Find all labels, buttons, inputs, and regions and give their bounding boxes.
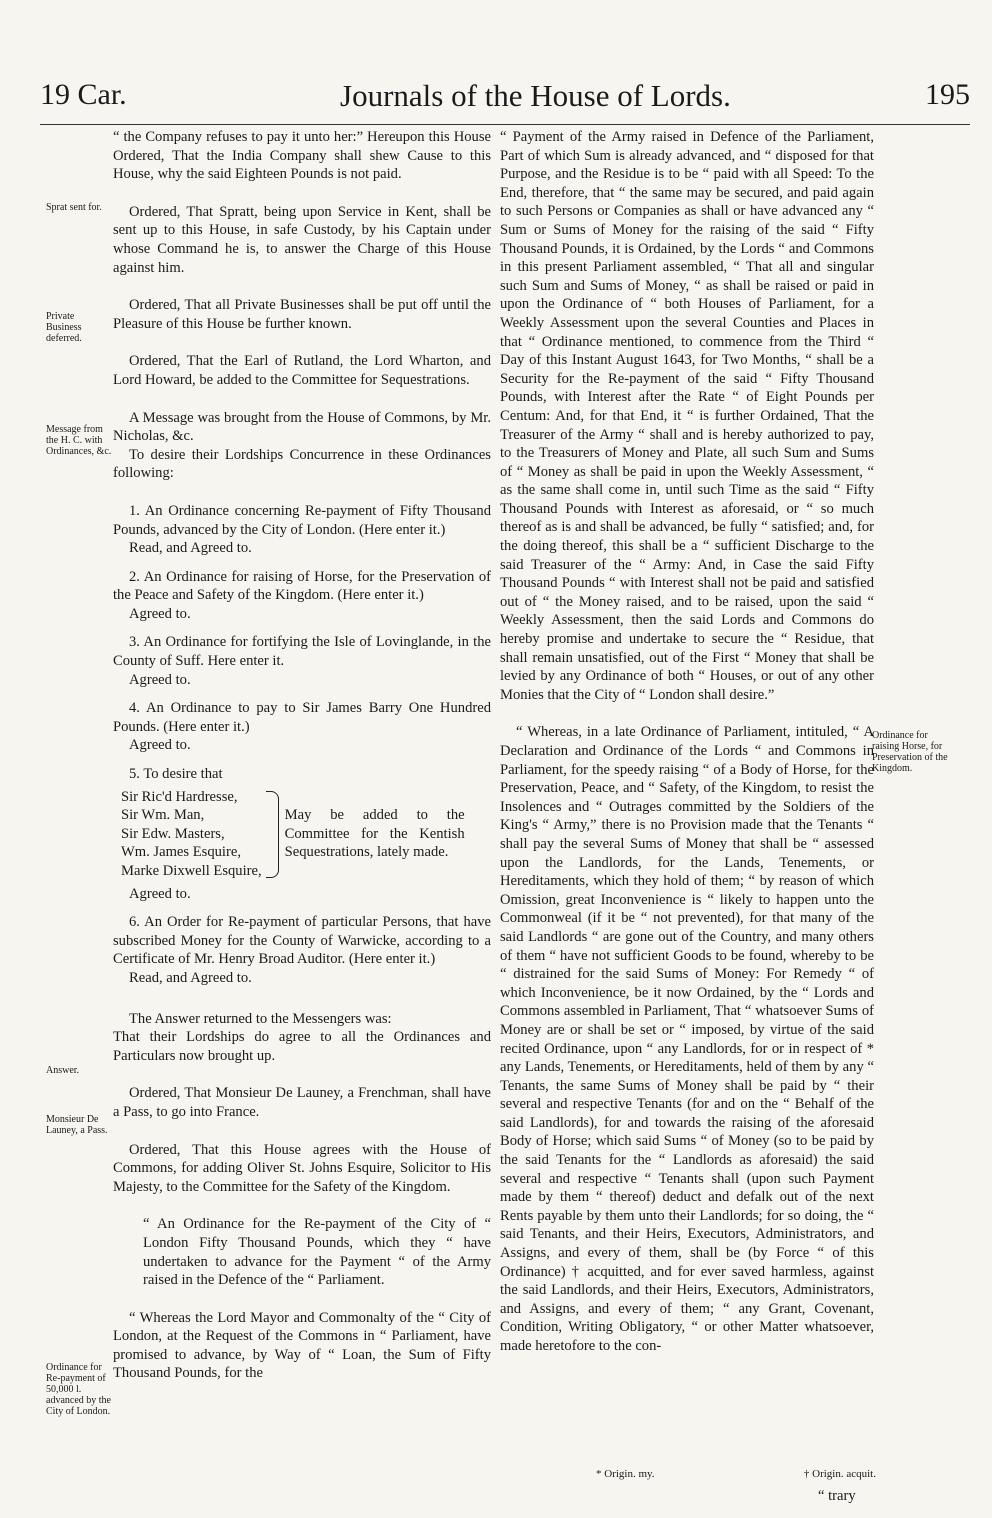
- left-column: [113, 128, 491, 1390]
- page-header: [40, 78, 970, 118]
- ordinance-result: Read, and Agreed to.: [129, 969, 252, 986]
- paragraph: To desire their Lordships Concurrence in these Ordinances following:: [113, 446, 491, 482]
- footnote: † Origin. acquit.: [803, 1468, 876, 1480]
- ordinance-item: 5. To desire that: [129, 766, 223, 783]
- paragraph: A Message was brought from the House of Commons, by Mr. Nicholas, &c.: [113, 409, 491, 445]
- list-item: Sir Wm. Man,: [121, 807, 205, 824]
- header-rule: [40, 124, 970, 125]
- paragraph: That their Lordships do agree to all the Ordinances and Particulars now brought up.: [113, 1029, 491, 1064]
- list-item: Sir Edw. Masters,: [121, 825, 225, 842]
- ordinance-item: 6. An Order for Re-payment of particular Persons, that have subscribed Money for the County of Warwicke, according to a Certificate of Mr. Henry Broad Auditor. (Here enter it.): [113, 914, 491, 968]
- catchword: “ trary: [818, 1488, 856, 1504]
- paragraph: Ordered, That the Earl of Rutland, the Lord Wharton, and Lord Howard, be added to the Committee for Sequestrations.: [113, 353, 491, 388]
- name-list-block: [121, 788, 491, 881]
- margin-note-sprat: Sprat sent for.: [46, 202, 102, 213]
- ordinance-result: Agreed to.: [129, 885, 191, 902]
- paragraph: Ordered, That Spratt, being upon Service in Kent, shall be sent up to this House, in safe Custody, by his Captain under whose Command he is, to answer the Charge of this House against him.: [113, 203, 491, 276]
- margin-note-ordinance-horse: Ordinance for raising Horse, for Preservation of the Kingdom.: [872, 730, 948, 774]
- paragraph: The Answer returned to the Messengers was:: [129, 1010, 392, 1027]
- ordinance-item: 3. An Ordinance for fortifying the Isle of Lovinglande, in the County of Suff. Here enter it.: [113, 634, 491, 670]
- paragraph: Ordered, That this House agrees with the House of Commons, for adding Oliver St. Johns Esquire, Solicitor to His Majesty, to the Committee for the Safety of the Kingdom.: [113, 1141, 491, 1195]
- margin-note-private: Private Business deferred.: [46, 311, 82, 344]
- name-list-note: May be added to the Committee for the Kentish Sequestrations, lately made.: [284, 807, 465, 861]
- paragraph: Ordered, That all Private Businesses shall be put off until the Pleasure of this House be further known.: [113, 297, 491, 332]
- list-item: Sir Ric'd Hardresse,: [121, 788, 238, 805]
- name-list: [121, 788, 262, 881]
- margin-note-answer: Answer.: [46, 1065, 80, 1076]
- ordinance-item: 1. An Ordinance concerning Re-payment of Fifty Thousand Pounds, advanced by the City of London. (Here enter it.): [113, 502, 491, 538]
- paragraph: “ the Company refuses to pay it unto her:” Hereupon this House Ordered, That the India Company shall shew Cause to this House, why the said Eighteen Pounds is not paid.: [113, 129, 491, 183]
- brace: [266, 791, 279, 878]
- margin-note-message: Message from the H. C. with Ordinances, &c.: [46, 424, 112, 457]
- ordinance-item: 2. An Ordinance for raising of Horse, for the Preservation of the Peace and Safety of the Kingdom. (Here enter it.): [113, 568, 491, 604]
- margin-note-ordinance-repay: Ordinance for Re-payment of 50,000 l. advanced by the City of London.: [46, 1362, 111, 1417]
- ordinance-result: Read, and Agreed to.: [129, 540, 252, 557]
- ordinance-result: Agreed to.: [129, 671, 191, 688]
- right-column: [500, 128, 874, 1363]
- ordinance-title: “ An Ordinance for the Re-payment of the City of “ London Fifty Thousand Pounds, which they “ have undertaken to advance for the Payment “ of the Army raised in the Defence of the “ Parliament.: [143, 1216, 491, 1289]
- paragraph: “ Payment of the Army raised in Defence of the Parliament, Part of which Sum is already advanced, and “ disposed for that Purpose, and the Residue is to be “ paid with all Speed: To the End, therefore, that “ the same may be secured, and paid again to such Persons or Companies as shall or have advanced any “ Sum or Sums of Money for the raising of the said “ Fifty Thousand Pounds, it is Ordained, by the Lords “ and Commons in this present Parliament assembled, “ That all and singular such Sum and Sums of Money, “ as shall be raised or paid in upon the Ordinance of “ both Houses of Parliament, for a Weekly Assessment upon the several Counties and Places in that “ Ordinance mentioned, to commence from the Third “ Day of this Instant August 1643, for Two Months, “ shall be a Security for the Re-payment of the said “ Fifty Thousand Pounds, with Interest after the Rate “ of Eight Pounds per Centum: And, for that End, it “ is further Ordained, That the Treasurer of the Army “ shall and is hereby authorized to pay, to the Treasurers of Money and Plate, all such Sum and Sums of “ Money as shall be paid in upon the Weekly Assessment, “ as the same shall come in, until such Time as the said “ Fifty Thousand Pounds with Interest as aforesaid, or “ so much thereof as is and shall be advanced, be fully “ satisfied; and, for the doing thereof, this shall be a “ sufficient Discharge to the said Treasurer of the “ Army: And, in Case the said Fifty Thousand Pounds “ with Interest shall not be paid and satisfied out of “ the Money raised, and to be raised, upon the said “ Weekly Assessment, then the said Lords and Commons do hereby promise and undertake to secure the “ Residue, that shall remain unsatisfied, out of the First “ Money that shall be levied by any Ordinance of both “ Houses, or out of any other Monies that the City of “ London shall desire.”: [500, 129, 874, 703]
- footnotes: [596, 1468, 876, 1480]
- paragraph: “ Whereas, in a late Ordinance of Parliament, intituled, “ A Declaration and Ordinance of the Lords “ and Commons in Parliament, for the speedy raising “ of a Body of Horse, for the Preservation, Peace, and “ Safety, of the Kingdom, to resist the Insolences and “ Outrages committed by the Soldiers of the King's “ Army,” there is no Provision made that the Tenants “ shall pay the several Sums of Money that shall be “ assessed upon the Landlords, for the Lands, Tenements, or Hereditaments, which they hold of them; “ by reason of which Omission, great Inconvenience is “ likely to happen unto the Commonweal (if it be “ not prevented), for that many of the said Landlords “ are gone out of the Country, and many others of them “ have not sufficient Goods to be found, whereby to be “ distrained for the said Sums of Money: For Remedy “ of which Inconvenience, be it now Ordained, by the “ Lords and Commons assembled in Parliament, That “ whatsoever Sums of Money are or shall be set or “ imposed, by virtue of the said recited Ordinance, upon “ any Landlords, for or in respect of * any Lands, Tenements, or Hereditaments, held of them by any “ Tenants, the same Sums of Money shall be paid by “ their several and respective Tenants (for and on the “ Behalf of the said Landlords), for and towards the raising of the aforesaid Body of Horse; which said Sums “ of Money (so to be paid by the said Tenants for the “ Landlords as aforesaid) the said several and respective “ Tenants shall (upon such Payment made by them “ thereof) deduct and defalk out of the next Rents payable by them unto their Landlords; for so doing, the “ said Tenants, and their Heirs, Executors, Administrators, and Assigns, and every of them, shall be (by Force “ of this Ordinance) † acquitted, and for ever saved harmless, against the said Landlords, and their Heirs, Executors, Administrators, and Assigns, and every of them; “ any Grant, Covenant, Condition, Writing Obligatory, “ or other Matter whatsoever, made heretofore to the con-: [500, 724, 874, 1354]
- ordinance-item: 4. An Ordinance to pay to Sir James Barry One Hundred Pounds. (Here enter it.): [113, 700, 491, 735]
- paragraph: Ordered, That Monsieur De Launey, a Frenchman, shall have a Pass, to go into France.: [113, 1085, 491, 1120]
- paragraph: “ Whereas the Lord Mayor and Commonalty of the “ City of London, at the Request of the Commons in “ Parliament, have promised to advance, by Way of “ Loan, the Sum of Fifty Thousand Pounds, for the: [113, 1309, 491, 1382]
- ordinance-result: Agreed to.: [129, 605, 191, 622]
- list-item: Wm. James Esquire,: [121, 844, 241, 861]
- list-item: Marke Dixwell Esquire,: [121, 863, 262, 879]
- journal-title: Journals of the House of Lords.: [340, 78, 731, 113]
- ordinance-result: Agreed to.: [129, 737, 191, 754]
- footnote: * Origin. my.: [596, 1468, 655, 1480]
- regnal-year: 19 Car.: [40, 78, 127, 111]
- margin-note-launey: Monsieur De Launey, a Pass.: [46, 1114, 108, 1136]
- page-number: 195: [925, 78, 970, 111]
